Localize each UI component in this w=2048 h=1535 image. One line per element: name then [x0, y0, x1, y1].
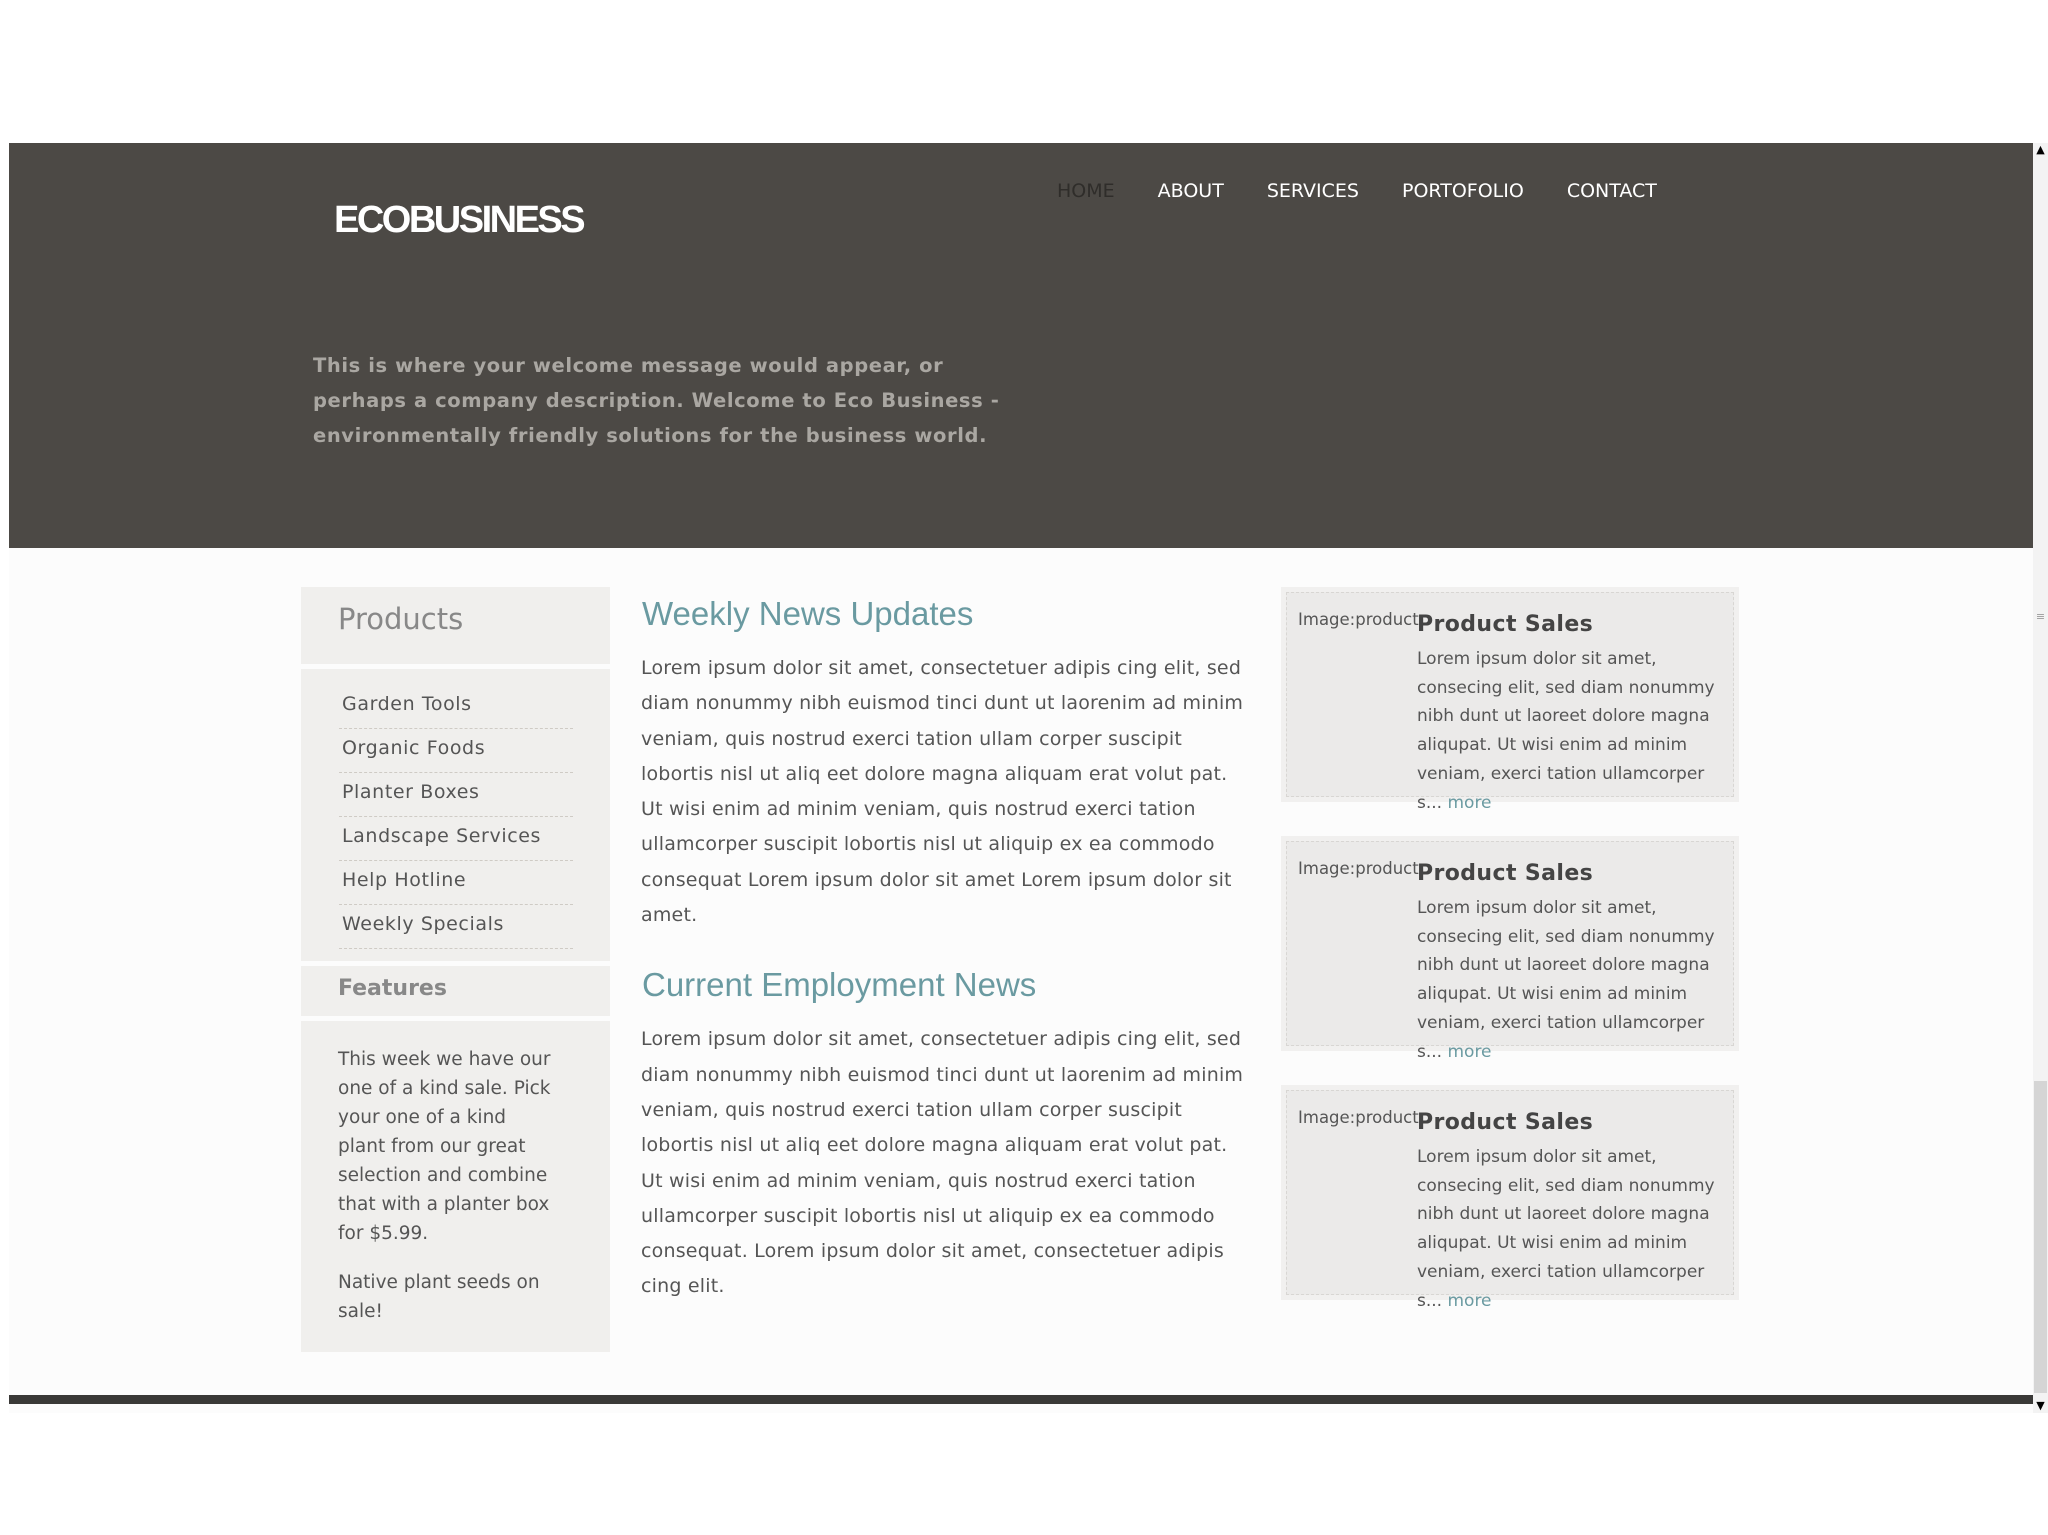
- sidebar: [301, 587, 610, 1352]
- scrollbar-thumb[interactable]: [2034, 1081, 2047, 1393]
- scroll-grip-icon: ≡: [2035, 610, 2046, 623]
- scroll-down-arrow-icon[interactable]: ▼: [2036, 1399, 2045, 1412]
- more-link[interactable]: more: [1447, 1041, 1492, 1062]
- nav-contact[interactable]: CONTACT: [1566, 180, 1657, 202]
- welcome-message: This is where your welcome message would appear, or perhaps a company description. Welcome to Eco Business - environmentally friendly solutions for the business world.: [313, 354, 1000, 447]
- main-nav: [1057, 180, 1700, 202]
- product-link-garden-tools[interactable]: Garden Tools: [339, 685, 573, 729]
- scroll-up-arrow-icon[interactable]: ▲: [2036, 143, 2045, 156]
- product-image-placeholder: Image:product: [1298, 859, 1419, 878]
- features-panel: [301, 1021, 610, 1352]
- promo-text: [1417, 1143, 1727, 1315]
- main-content: [641, 595, 1251, 1338]
- promo-title: Product Sales: [1417, 612, 1594, 637]
- site-header: [9, 143, 2033, 548]
- product-link-help-hotline[interactable]: Help Hotline: [339, 861, 573, 905]
- promo-box: [1281, 587, 1739, 813]
- footer-bar: [9, 1395, 2033, 1404]
- more-link[interactable]: more: [1447, 1290, 1492, 1311]
- nav-portfolio[interactable]: PORTOFOLIO: [1401, 180, 1524, 202]
- vertical-scrollbar[interactable]: [2033, 143, 2048, 1413]
- nav-about[interactable]: ABOUT: [1157, 180, 1224, 202]
- product-image-placeholder: Image:product: [1298, 1108, 1419, 1127]
- promo-title: Product Sales: [1417, 861, 1594, 886]
- promo-box: [1281, 1085, 1739, 1311]
- nav-services[interactable]: SERVICES: [1266, 180, 1359, 202]
- news-text: Lorem ipsum dolor sit amet, consectetuer adipis cing elit, sed diam nonummy nibh euismod tinci dunt ut laorenim ad minim veniam, quis nostrud exerci tation ullam corper suscipit lobortis nisl ut aliq eet dolore magna aliquam erat volut pat. Ut wisi enim ad minim veniam, quis nostrud exerci tation ullamcorper suscipit lobortis nisl ut aliquip ex ea commodo consequat Lorem ipsum dolor sit amet Lorem ipsum dolor sit amet.: [641, 657, 1244, 927]
- more-link[interactable]: more: [1447, 792, 1492, 813]
- employment-text: Lorem ipsum dolor sit amet, consectetuer adipis cing elit, sed diam nonummy nibh euismod tinci dunt ut laorenim ad minim veniam, quis nostrud exerci tation ullam corper suscipit lobortis nisl ut aliq eet dolore magna aliquam erat volut pat. Ut wisi enim ad minim veniam, quis nostrud exerci tation ullamcorper suscipit lobortis nisl ut aliquip ex ea commodo consequat. Lorem ipsum dolor sit amet, consectetuer adipis cing elit.: [641, 1028, 1244, 1298]
- product-link-planter-boxes[interactable]: Planter Boxes: [339, 773, 573, 817]
- promo-body: Lorem ipsum dolor sit amet, consecing elit, sed diam nonummy nibh dunt ut laoreet dolore magna aliqupat. Ut wisi enim ad minim veniam, exerci tation ullamcorper s...: [1417, 649, 1715, 813]
- promo-box: [1281, 836, 1739, 1062]
- promo-text: [1417, 894, 1727, 1066]
- product-link-landscape-services[interactable]: Landscape Services: [339, 817, 573, 861]
- browser-viewport: [9, 143, 2033, 1413]
- promo-title: Product Sales: [1417, 1110, 1594, 1135]
- features-text: This week we have our one of a kind sale. Pick your one of a kind plant from our great selection and combine that with a planter box for $5.99.: [338, 1049, 551, 1244]
- promo-body: Lorem ipsum dolor sit amet, consecing elit, sed diam nonummy nibh dunt ut laoreet dolore magna aliqupat. Ut wisi enim ad minim veniam, exerci tation ullamcorper s...: [1417, 898, 1715, 1062]
- product-image-placeholder: Image:product: [1298, 610, 1419, 629]
- products-heading: Products: [301, 587, 610, 664]
- products-panel: [301, 669, 610, 961]
- employment-heading: Current Employment News: [642, 966, 1037, 1004]
- nav-home[interactable]: HOME: [1057, 180, 1115, 202]
- products-list: [339, 685, 573, 949]
- product-link-weekly-specials[interactable]: Weekly Specials: [339, 905, 573, 949]
- news-heading: Weekly News Updates: [642, 595, 974, 632]
- promo-body: Lorem ipsum dolor sit amet, consecing elit, sed diam nonummy nibh dunt ut laoreet dolore magna aliqupat. Ut wisi enim ad minim veniam, exerci tation ullamcorper s...: [1417, 1147, 1715, 1311]
- site-logo[interactable]: ECOBUSINESS: [334, 199, 584, 241]
- features-text: Native plant seeds on sale!: [338, 1272, 540, 1322]
- promo-text: [1417, 645, 1727, 817]
- features-heading: Features: [301, 966, 610, 1016]
- product-link-organic-foods[interactable]: Organic Foods: [339, 729, 573, 773]
